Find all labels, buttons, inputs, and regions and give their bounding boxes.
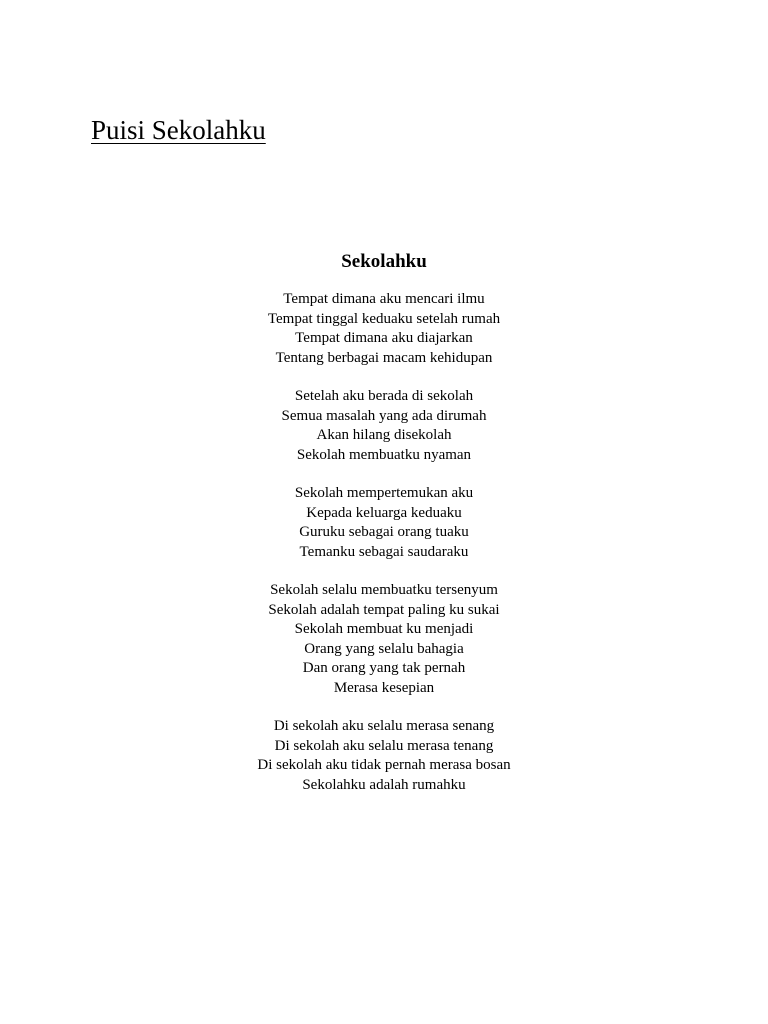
poem-line: Sekolah adalah tempat paling ku sukai [268, 601, 500, 618]
poem-title: Sekolahku [341, 251, 427, 272]
poem-line: Setelah aku berada di sekolah [294, 388, 474, 404]
poem-line: Guruku sebagai orang tuaku [299, 524, 469, 540]
poem-line: Tentang berbagai macam kehidupan [275, 349, 493, 366]
document-heading: Puisi Sekolahku [91, 115, 266, 145]
poem-line: Sekolah membuat ku menjadi [294, 621, 474, 637]
poem-line: Kepada keluarga keduaku [306, 504, 462, 521]
poem [0, 248, 768, 814]
poem-line: Dan orang yang tak pernah [302, 660, 466, 676]
stanza-5 [0, 717, 768, 795]
poem-line: Sekolahku adalah rumahku [302, 776, 466, 793]
poem-line: Akan hilang disekolah [316, 427, 452, 443]
poem-line: Tempat dimana aku diajarkan [295, 330, 473, 346]
stanza-4 [0, 581, 768, 698]
poem-line: Semua masalah yang ada dirumah [281, 407, 487, 424]
poem-stanzas [0, 290, 768, 795]
poem-line: Di sekolah aku tidak pernah merasa bosan [257, 757, 511, 773]
stanza-1 [0, 290, 768, 368]
poem-line: Orang yang selalu bahagia [304, 640, 464, 657]
poem-line: Merasa kesepian [333, 679, 435, 696]
stanza-2 [0, 387, 768, 465]
poem-line: Di sekolah aku selalu merasa tenang [274, 737, 494, 754]
poem-line: Di sekolah aku selalu merasa senang [273, 718, 495, 734]
stanza-3 [0, 484, 768, 562]
poem-line: Temanku sebagai saudaraku [299, 543, 469, 560]
poem-line: Sekolah selalu membuatku tersenyum [270, 582, 498, 598]
poem-line: Tempat dimana aku mencari ilmu [283, 291, 485, 307]
poem-line: Sekolah membuatku nyaman [296, 446, 472, 463]
poem-line: Sekolah mempertemukan aku [294, 485, 474, 501]
poem-line: Tempat tinggal keduaku setelah rumah [267, 310, 501, 327]
